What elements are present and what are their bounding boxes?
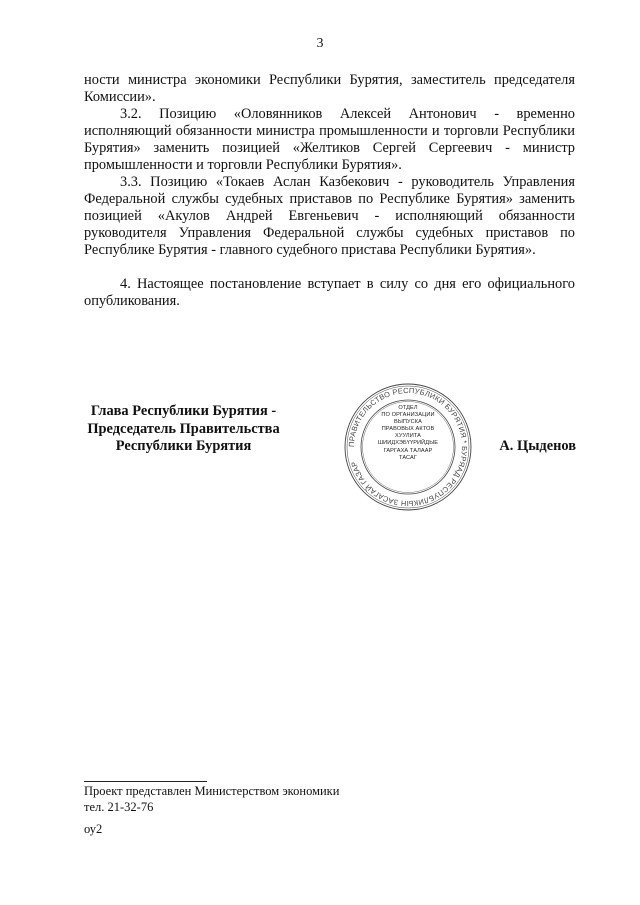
signatory-title-line: Глава Республики Бурятия - <box>90 403 277 419</box>
paragraph-3-3: 3.3. Позицию «Токаев Аслан Казбекович - руководитель Управления Федеральной службы судебных приставов по Республике Бурятия» заменить позицией «Акулов Андрей Евгеньевич - исполняющий обязанности руководителя Управления Федеральной службы судебных приставов по Республике Бурятия - главного судебного пристава Республики Бурятия». <box>84 174 575 258</box>
seal-inner-text <box>370 405 446 462</box>
seal-line: ПРАВОВЫХ АКТОВ <box>381 426 435 433</box>
footer-divider <box>84 781 207 782</box>
document-code: оу2 <box>84 822 103 837</box>
footer-note <box>84 784 484 838</box>
page-number: 3 <box>316 36 324 51</box>
signatory-title-line: Председатель Правительства <box>87 420 280 437</box>
paragraph-3-2: 3.2. Позицию «Оловянников Алексей Антонович - временно исполняющий обязанности министра промышленности и торговли Республики Бурятия» заменить позицией «Желтиков Сергей Сергеевич - министр промышленности и торговли Республики Бурятия». <box>84 106 575 173</box>
seal-ring-text: ПРАВИТЕЛЬСТВО РЕСПУБЛИКИ БУРЯТИЯ * БУРЯАД РЕСПУБЛИКЫН ЗАСАГАЙ ГАЗАР <box>346 385 470 509</box>
signatory-title-line: Республики Бурятия <box>115 438 252 454</box>
prepared-by-text: Проект представлен Министерством экономики <box>84 784 340 798</box>
seal-line: ХУУЛИТА <box>394 433 421 440</box>
seal-line: ВЫПУСКА <box>394 419 422 426</box>
signatory-name: А. Цыденов <box>499 438 576 454</box>
seal-line: ТАСАГ <box>398 454 417 461</box>
seal-line: ОТДЕЛ <box>398 405 418 411</box>
paragraph-continuation: ности министра экономики Республики Бурятия, заместитель председателя Комиссии». <box>84 72 575 105</box>
signatory-title <box>56 403 311 456</box>
paragraph-4: 4. Настоящее постановление вступает в силу со дня его официального опубликования. <box>84 276 575 309</box>
seal-line: ГАРГАХА ТАЛААР <box>383 447 433 454</box>
document-body <box>84 72 575 310</box>
seal-line: ПО ОРГАНИЗАЦИИ <box>381 412 435 419</box>
phone-text: тел. 21-32-76 <box>84 799 154 814</box>
seal-line: ШИИДХЭБҮҮРИЙДЫЕ <box>377 440 439 447</box>
